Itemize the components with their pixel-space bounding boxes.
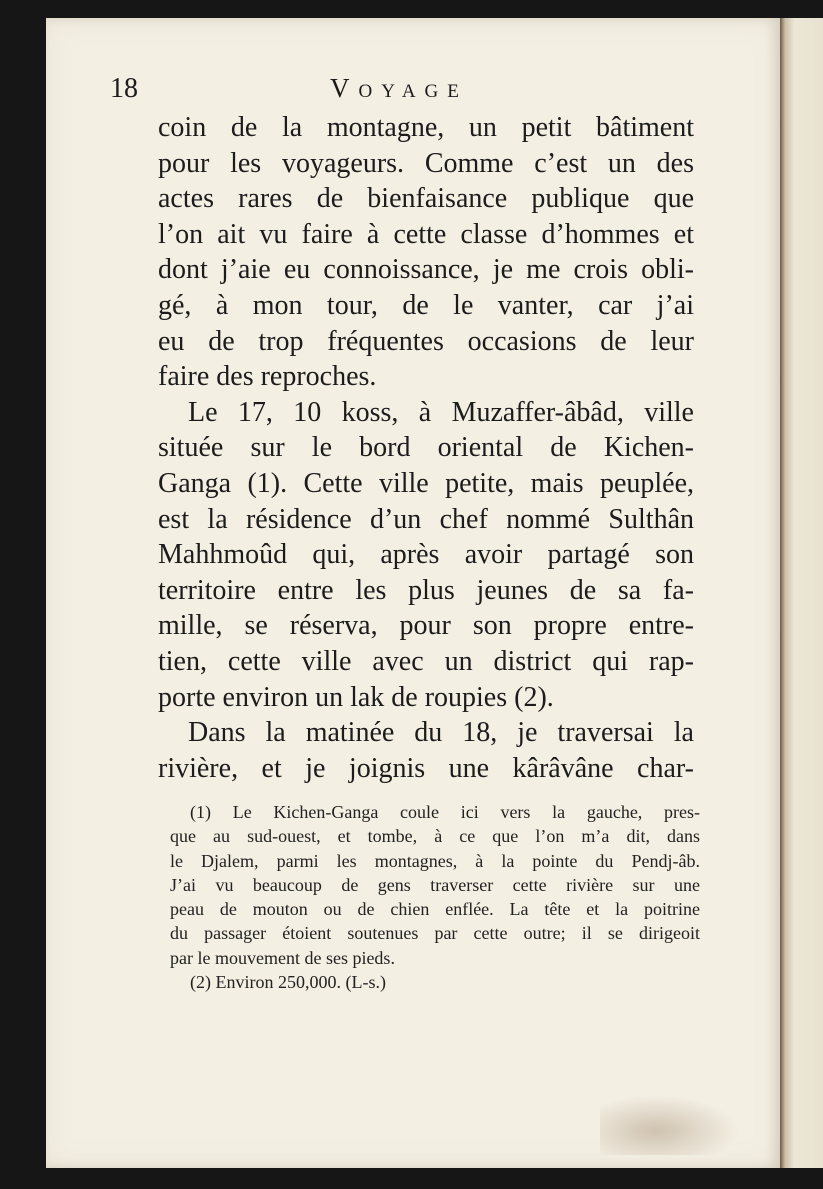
text-line: dont j’aie eu connoissance, je me crois obli- xyxy=(158,254,694,286)
text-line: porte environ un lak de roupies (2). xyxy=(158,681,554,713)
text-line: rivière, et je joignis une kârâvâne char- xyxy=(158,752,694,784)
text-line: territoire entre les plus jeunes de sa fa- xyxy=(158,574,694,606)
text-line: pour les voyageurs. Comme c’est un des xyxy=(158,147,694,179)
text-line: est la résidence d’un chef nommé Sulthân xyxy=(158,503,694,535)
text-line: tien, cette ville avec un district qui rap- xyxy=(158,645,694,677)
text-line: Le 17, 10 koss, à Muzaffer-âbâd, ville xyxy=(188,396,694,428)
page-number: 18 xyxy=(110,73,138,104)
text-line: Mahhmoûd qui, après avoir partagé son xyxy=(158,539,694,571)
footnote-line: (2) Environ 250,000. (L-s.) xyxy=(190,972,386,993)
text-line: l’on ait vu faire à cette classe d’hommes et xyxy=(158,218,694,250)
text-line: eu de trop fréquentes occasions de leur xyxy=(158,325,694,357)
text-line: coin de la montagne, un petit bâtiment xyxy=(158,112,694,143)
running-head: Voyage xyxy=(330,73,468,103)
text-line: actes rares de bienfaisance publique que xyxy=(158,183,694,215)
paper-stain xyxy=(600,1095,740,1155)
footnote-line: que au sud-ouest, et tombe, à ce que l’on m’a dit, dans xyxy=(170,826,700,847)
footnote-line: le Djalem, parmi les montagnes, à la pointe du Pendj-âb. xyxy=(170,850,700,871)
text-line: gé, à mon tour, de le vanter, car j’ai xyxy=(158,289,694,321)
footnote-line: J’ai vu beaucoup de gens traverser cette rivière sur une xyxy=(170,874,700,895)
footnote-line: peau de mouton ou de chien enflée. La tête et la poitrine xyxy=(170,899,700,920)
page-header xyxy=(110,73,670,107)
text-line: faire des reproches. xyxy=(158,361,377,393)
text-line: Dans la matinée du 18, je traversai la xyxy=(188,717,694,749)
body-text xyxy=(158,110,694,786)
facing-page-edge xyxy=(780,18,823,1168)
footnote-line: du passager étoient soutenues par cette outre; il se dirigeoit xyxy=(170,923,700,944)
footnote-line: par le mouvement de ses pieds. xyxy=(170,947,395,968)
text-line: mille, se réserva, pour son propre entre- xyxy=(158,610,694,642)
text-line: située sur le bord oriental de Kichen- xyxy=(158,432,694,464)
footnotes xyxy=(170,800,700,994)
text-line: Ganga (1). Cette ville petite, mais peuplée, xyxy=(158,467,694,499)
footnote-line: (1) Le Kichen-Ganga coule ici vers la gauche, pres- xyxy=(190,802,700,822)
